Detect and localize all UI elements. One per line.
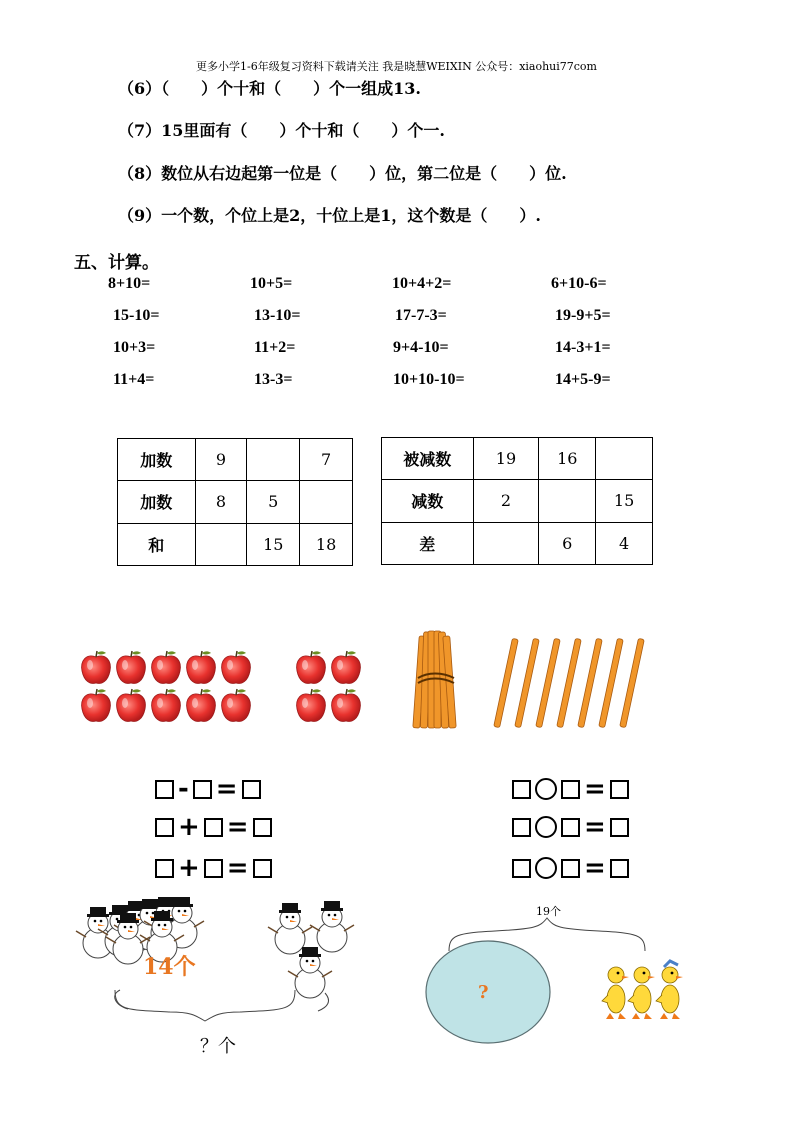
unknown-question-mark: ? bbox=[478, 982, 489, 1003]
snowmen-brace bbox=[110, 985, 310, 1025]
calc-item: 11+2= bbox=[254, 339, 296, 356]
cell[interactable] bbox=[596, 438, 653, 480]
answer-box[interactable] bbox=[204, 818, 223, 837]
question-8: （8）数位从右边起第一位是（ ）位，第二位是（ ）位. bbox=[118, 164, 567, 183]
cell: 18 bbox=[300, 523, 353, 565]
equals-sign: = bbox=[226, 812, 249, 842]
apple-icon bbox=[222, 689, 251, 722]
duck-icon bbox=[602, 967, 629, 1019]
apple-icon bbox=[187, 651, 216, 684]
total-label: 19个 bbox=[536, 905, 561, 918]
calc-item: 14+5-9= bbox=[555, 371, 611, 388]
stick-icon bbox=[494, 638, 519, 727]
apple-icon bbox=[82, 651, 111, 684]
cell: 16 bbox=[539, 438, 596, 480]
operator-circle[interactable] bbox=[535, 816, 557, 838]
apple-icon bbox=[152, 689, 181, 722]
equals-sign: = bbox=[584, 774, 606, 804]
apple-icon bbox=[332, 689, 361, 722]
apple-icon bbox=[187, 689, 216, 722]
operator-circle[interactable] bbox=[535, 778, 557, 800]
cell: 9 bbox=[195, 439, 247, 481]
answer-box[interactable] bbox=[512, 859, 531, 878]
answer-box[interactable] bbox=[610, 818, 629, 837]
question-7: （7）15里面有（ ）个十和（ ）个一. bbox=[118, 121, 445, 140]
calc-item: 13-3= bbox=[254, 371, 293, 388]
apple-icon bbox=[152, 651, 181, 684]
apple-icon bbox=[82, 689, 111, 722]
equation-row bbox=[512, 814, 629, 840]
apples-illustration bbox=[78, 645, 368, 725]
stick-icon bbox=[515, 638, 540, 727]
apple-icon bbox=[222, 651, 251, 684]
cell: 4 bbox=[596, 522, 653, 564]
operator: + bbox=[178, 853, 200, 883]
apple-icon bbox=[297, 651, 326, 684]
answer-box[interactable] bbox=[610, 859, 629, 878]
cell: 7 bbox=[300, 439, 353, 481]
calc-item: 9+4-10= bbox=[393, 339, 449, 356]
equation-row bbox=[512, 776, 629, 802]
equals-sign: = bbox=[226, 853, 249, 883]
counting-sticks-illustration bbox=[408, 628, 658, 733]
single-sticks bbox=[494, 638, 645, 727]
calc-item: 10+3= bbox=[113, 339, 156, 356]
answer-box[interactable] bbox=[242, 780, 261, 799]
equation-row bbox=[155, 855, 272, 881]
cell-label: 加数 bbox=[118, 439, 196, 481]
operator-circle[interactable] bbox=[535, 857, 557, 879]
ducks-illustration bbox=[600, 957, 695, 1025]
answer-box[interactable] bbox=[561, 859, 580, 878]
calc-item: 8+10= bbox=[108, 275, 151, 292]
cell[interactable] bbox=[300, 481, 353, 523]
calc-item: 10+10-10= bbox=[393, 371, 465, 388]
calc-item: 10+5= bbox=[250, 275, 293, 292]
cell-label: 减数 bbox=[382, 480, 474, 522]
answer-box[interactable] bbox=[512, 780, 531, 799]
answer-box[interactable] bbox=[193, 780, 212, 799]
equals-sign: = bbox=[215, 774, 238, 804]
cell-label: 加数 bbox=[118, 481, 196, 523]
calc-item: 13-10= bbox=[254, 307, 301, 324]
section-title: 五、计算。 bbox=[74, 253, 159, 273]
answer-box[interactable] bbox=[155, 818, 174, 837]
answer-box[interactable] bbox=[155, 859, 174, 878]
duck-icon bbox=[628, 967, 655, 1019]
equation-row bbox=[512, 855, 629, 881]
stick-icon bbox=[599, 638, 624, 727]
calc-item: 6+10-6= bbox=[551, 275, 607, 292]
question-9: （9）一个数，个位上是2，十位上是1，这个数是（ ）. bbox=[118, 206, 541, 225]
equals-sign: = bbox=[584, 853, 606, 883]
answer-box[interactable] bbox=[253, 859, 272, 878]
cell: 2 bbox=[473, 480, 539, 522]
question-6: （6）（ ）个十和（ ）个一组成13. bbox=[118, 79, 421, 98]
cell-label: 被减数 bbox=[382, 438, 474, 480]
page-header: 更多小学1-6年级复习资料下载请关注 我是晓慧WEIXIN 公众号：xiaohui77com bbox=[196, 60, 597, 73]
apple-icon bbox=[332, 651, 361, 684]
calc-item: 15-10= bbox=[113, 307, 160, 324]
answer-box[interactable] bbox=[561, 780, 580, 799]
cell: 19 bbox=[473, 438, 539, 480]
calc-item: 19-9+5= bbox=[555, 307, 611, 324]
cell[interactable] bbox=[247, 439, 300, 481]
cell[interactable] bbox=[539, 480, 596, 522]
unknown-circle bbox=[424, 940, 554, 1045]
operator: + bbox=[178, 812, 200, 842]
calc-item: 17-7-3= bbox=[395, 307, 447, 324]
cell-label: 差 bbox=[382, 522, 474, 564]
apple-icon bbox=[297, 689, 326, 722]
cell: 15 bbox=[247, 523, 300, 565]
equation-row bbox=[155, 814, 272, 840]
stick-icon bbox=[620, 638, 645, 727]
stick-icon bbox=[536, 638, 561, 727]
answer-box[interactable] bbox=[610, 780, 629, 799]
stick-icon bbox=[557, 638, 582, 727]
stick-icon bbox=[578, 638, 603, 727]
answer-box[interactable] bbox=[512, 818, 531, 837]
calc-item: 10+4+2= bbox=[392, 275, 452, 292]
answer-box[interactable] bbox=[204, 859, 223, 878]
equals-sign: = bbox=[584, 812, 606, 842]
calc-item: 14-3+1= bbox=[555, 339, 611, 356]
apple-icon bbox=[117, 651, 146, 684]
cell: 15 bbox=[596, 480, 653, 522]
stick-bundle-icon bbox=[413, 631, 456, 728]
answer-box[interactable] bbox=[155, 780, 174, 799]
snowmen-question-label: ？个 bbox=[200, 1036, 236, 1057]
snowmen-count-label: 14个 bbox=[143, 954, 196, 980]
subtraction-table bbox=[381, 437, 653, 565]
cell-label: 和 bbox=[118, 523, 196, 565]
cell: 5 bbox=[247, 481, 300, 523]
answer-box[interactable] bbox=[561, 818, 580, 837]
cell[interactable] bbox=[473, 522, 539, 564]
apple-icon bbox=[117, 689, 146, 722]
operator: - bbox=[178, 774, 189, 804]
cell: 6 bbox=[539, 522, 596, 564]
answer-box[interactable] bbox=[253, 818, 272, 837]
equation-row bbox=[155, 776, 261, 802]
duck-icon bbox=[656, 967, 683, 1019]
cell[interactable] bbox=[195, 523, 247, 565]
addition-table bbox=[117, 438, 353, 566]
cell: 8 bbox=[195, 481, 247, 523]
calc-item: 11+4= bbox=[113, 371, 155, 388]
